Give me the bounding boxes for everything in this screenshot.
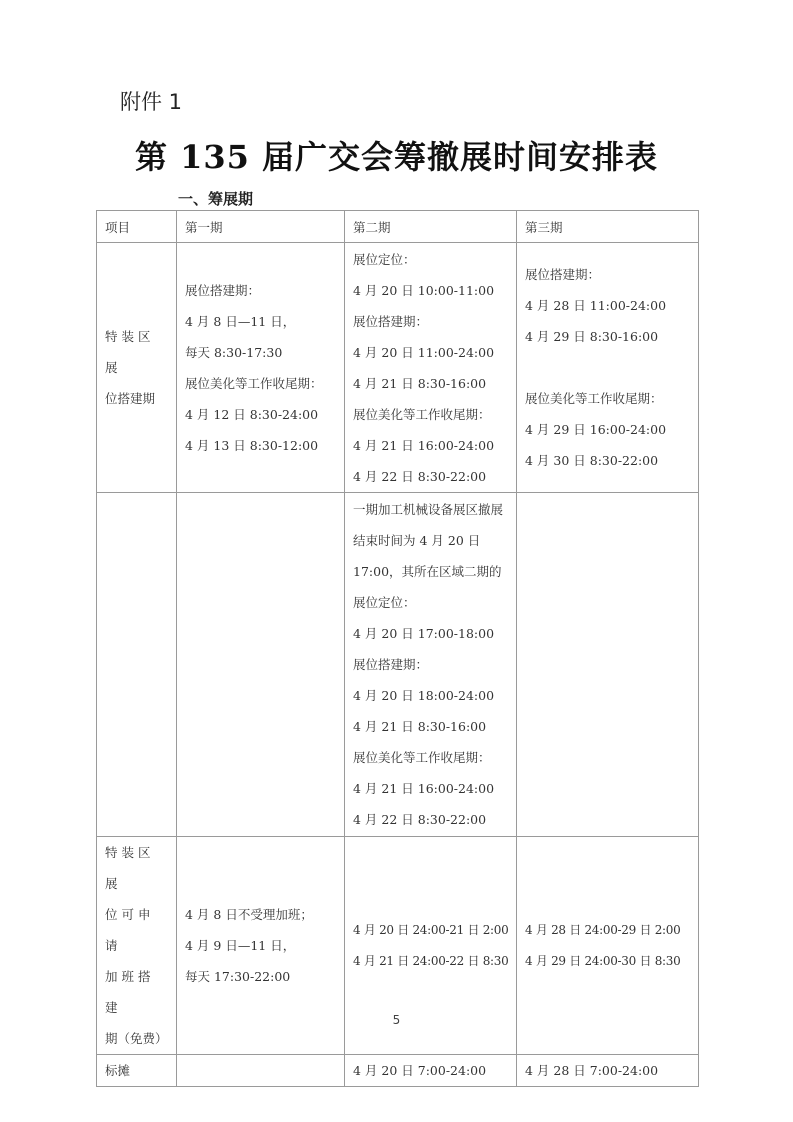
phase3-cell [517, 493, 699, 837]
row-item-label [97, 493, 177, 837]
cell-line: 展位搭建期： [353, 313, 429, 329]
cell-line: 4 月 21 日 8:30-16:00 [353, 375, 487, 391]
cell-line: 4 月 21 日 8:30-16:00 [353, 719, 487, 734]
cell-line: 4 月 13 日 8:30-12:00 [185, 437, 319, 453]
table-row [97, 243, 699, 493]
phase1-cell [177, 1055, 345, 1087]
cell-line: 4 月 20 日 11:00-24:00 [353, 344, 495, 360]
phase2-cell [345, 243, 517, 493]
phase1-cell [177, 243, 345, 493]
cell-line: 4 月 8 日不受理加班； [185, 907, 313, 922]
cell-line: 展位美化等工作收尾期： [525, 391, 663, 406]
table-row [97, 493, 699, 837]
item-label-line: 特装区展 [105, 845, 155, 891]
cell-line: 展位美化等工作收尾期： [185, 375, 323, 391]
cell-line: 4 月 21 日 16:00-24:00 [353, 781, 495, 796]
header-phase1: 第一期 [177, 211, 345, 243]
document-title: 第 135 届广交会筹撤展时间安排表 [134, 138, 659, 176]
schedule-table [96, 210, 699, 1087]
cell-line: 展位美化等工作收尾期： [353, 406, 491, 422]
item-label-line: 标摊 [105, 1063, 131, 1078]
item-label-line: 特装区展 [105, 329, 155, 375]
cell-line: 4 月 28 日 7:00-24:00 [525, 1063, 659, 1078]
section-heading: 一、筹展期 [178, 190, 254, 208]
table-row [97, 1055, 699, 1087]
cell-line: 4 月 29 日 16:00-24:00 [525, 422, 667, 437]
cell-line: 4 月 22 日 8:30-22:00 [353, 812, 487, 827]
header-phase3: 第三期 [517, 211, 699, 243]
item-label-line: 位搭建期 [105, 391, 156, 406]
header-phase2: 第二期 [345, 211, 517, 243]
cell-line: 每天 17:30-22:00 [185, 969, 291, 984]
cell-line: 4 月 22 日 8:30-22:00 [353, 468, 487, 484]
page-number: 5 [392, 1013, 401, 1027]
phase1-cell [177, 493, 345, 837]
cell-line: 4 月 9 日—11 日， [185, 938, 296, 953]
cell-line: 4 月 21 日 24:00-22 日 8:30 [353, 953, 509, 968]
phase2-cell [345, 493, 517, 837]
cell-line: 4 月 21 日 16:00-24:00 [353, 437, 495, 453]
row-item-label [97, 243, 177, 493]
cell-line: 4 月 20 日 7:00-24:00 [353, 1063, 487, 1078]
cell-line: 4 月 20 日 17:00-18:00 [353, 626, 495, 641]
cell-line: 每天 8:30-17:30 [185, 344, 283, 360]
cell-line: 展位定位： [353, 595, 416, 610]
phase3-cell [517, 1055, 699, 1087]
cell-line: 4 月 20 日 10:00-11:00 [353, 282, 495, 298]
cell-line: 4 月 20 日 18:00-24:00 [353, 688, 495, 703]
cell-line: 4 月 20 日 24:00-21 日 2:00 [353, 922, 509, 937]
header-item: 项目 [97, 211, 177, 243]
cell-line: 展位搭建期： [353, 657, 429, 672]
item-label-line: 加班搭建 [105, 969, 155, 1015]
cell-line: 展位定位： [353, 251, 416, 267]
item-label-line: 位可申请 [105, 907, 155, 953]
row-item-label [97, 1055, 177, 1087]
cell-line: 4 月 28 日 11:00-24:00 [525, 298, 667, 313]
attachment-label: 附件 1 [120, 90, 183, 114]
cell-line: 4 月 28 日 24:00-29 日 2:00 [525, 922, 681, 937]
cell-line: 4 月 8 日—11 日， [185, 313, 296, 329]
phase3-cell [517, 243, 699, 493]
cell-line [525, 352, 690, 383]
cell-line: 4 月 12 日 8:30-24:00 [185, 406, 319, 422]
item-label-line: 期（免费） [105, 1031, 168, 1046]
cell-line: 4 月 29 日 24:00-30 日 8:30 [525, 953, 681, 968]
cell-line: 4 月 29 日 8:30-16:00 [525, 329, 659, 344]
cell-line: 展位美化等工作收尾期： [353, 750, 491, 765]
cell-note: 一期加工机械设备展区撤展结束时间为 4 月 20 日 17:00，其所在区域二期的 [353, 502, 504, 579]
cell-line: 展位搭建期： [525, 267, 601, 282]
cell-line: 展位搭建期： [185, 282, 261, 298]
phase2-cell [345, 1055, 517, 1087]
table-header-row [97, 211, 699, 243]
cell-line: 4 月 30 日 8:30-22:00 [525, 453, 659, 468]
